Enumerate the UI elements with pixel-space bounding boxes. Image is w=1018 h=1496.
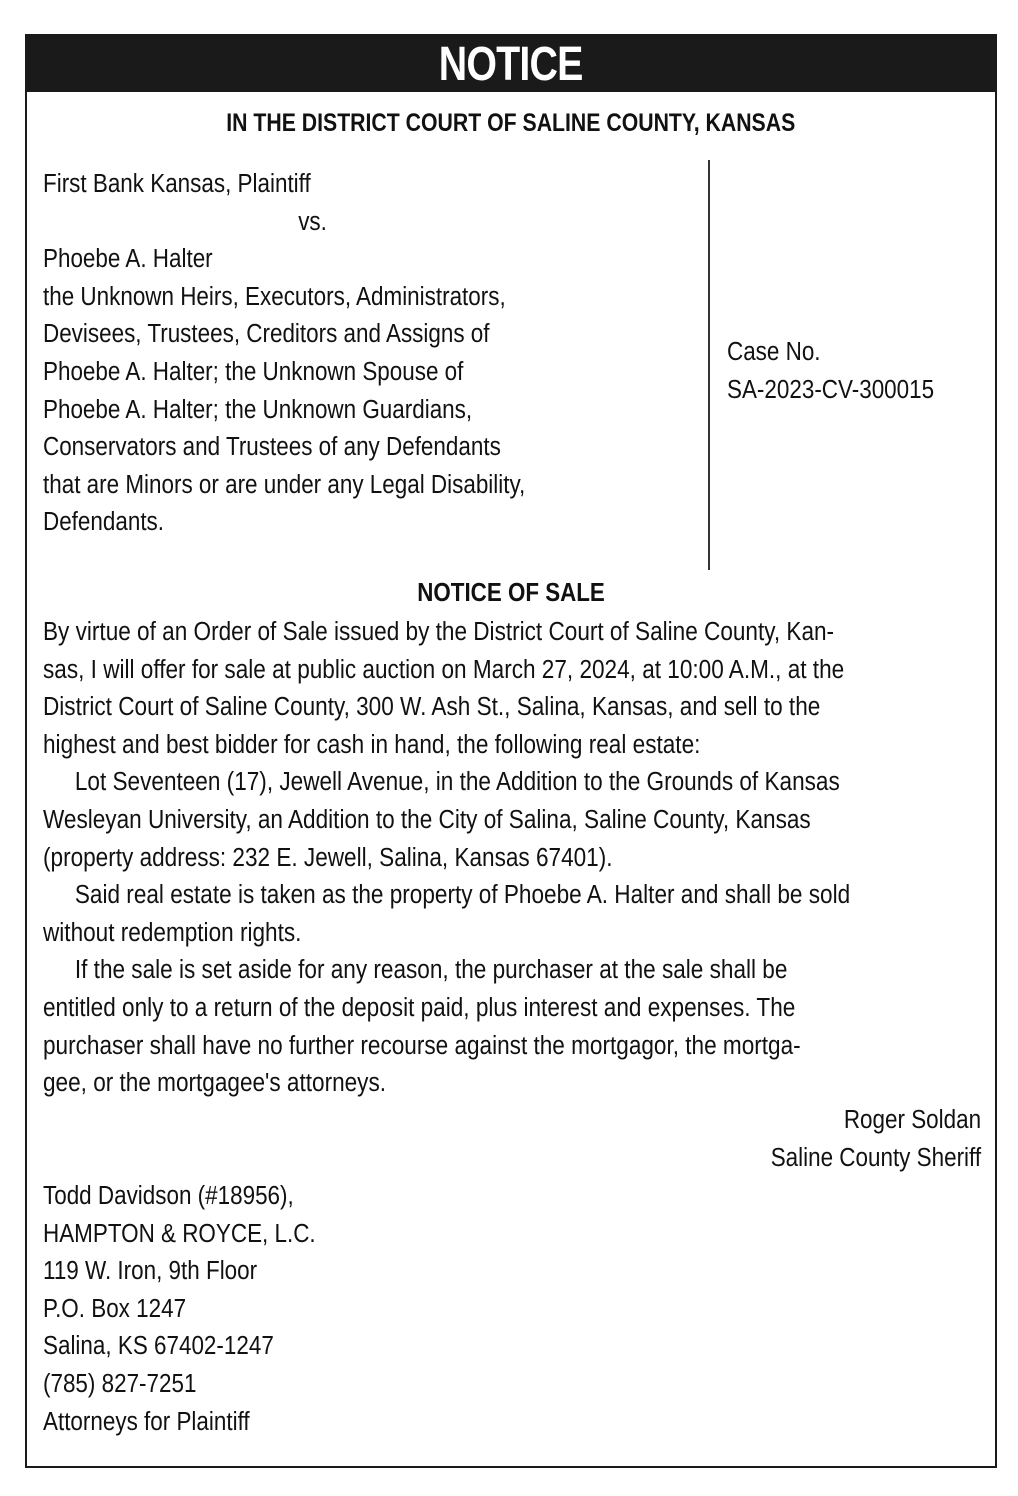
notice-of-sale-heading [27,576,995,608]
defendant-line: Devisees, Trustees, Creditors and Assigns of [43,320,490,349]
sheriff-title: Saline County Sheriff [770,1143,981,1172]
court-heading [27,108,995,138]
sheriff-name: Roger Soldan [843,1106,981,1134]
defendant-line: that are Minors or are under any Legal Disability, [43,470,526,499]
body-line: District Court of Saline County, 300 W. Ash St., Salina, Kansas, and sell to the [43,693,821,722]
attorney-line: HAMPTON & ROYCE, L.C. [43,1219,316,1248]
defendant-line: Defendants. [43,508,165,537]
attorney-line: 119 W. Iron, 9th Floor [43,1257,258,1286]
attorney-line: Salina, KS 67402-1247 [43,1332,274,1361]
caption-divider [708,160,710,570]
body-line: Lot Seventeen (17), Jewell Avenue, in the Addition to the Grounds of Kansas [74,768,840,797]
attorney-line: (785) 827-7251 [43,1369,197,1398]
notice-title: NOTICE [439,38,583,91]
body-line: By virtue of an Order of Sale issued by the District Court of Saline County, Kan- [43,618,835,646]
body-line: (property address: 232 E. Jewell, Salina, Kansas 67401). [43,843,613,872]
attorney-line: Attorneys for Plaintiff [43,1407,250,1436]
case-number-label: Case No. [727,338,821,366]
versus-line: vs. [298,207,327,236]
court-heading-text: IN THE DISTRICT COURT OF SALINE COUNTY, KANSAS [226,109,796,137]
body-line: entitled only to a return of the deposit paid, plus interest and expenses. The [43,993,796,1022]
defendant-line: Phoebe A. Halter; the Unknown Guardians, [43,395,473,424]
case-number: SA-2023-CV-300015 [727,375,935,404]
plaintiff-line: First Bank Kansas, Plaintiff [43,170,311,198]
legal-notice [25,34,997,1468]
sheriff-signature-block [742,1102,981,1177]
defendant-line: Phoebe A. Halter; the Unknown Spouse of [43,357,464,386]
defendant-line: Phoebe A. Halter [43,245,213,274]
notice-of-sale-heading-text: NOTICE OF SALE [417,577,605,607]
notice-of-sale-body [43,614,983,1103]
notice-banner [27,36,995,92]
body-line: If the sale is set aside for any reason, the purchaser at the sale shall be [74,956,788,985]
body-line: purchaser shall have no further recourse against the mortgagor, the mortga- [43,1031,801,1060]
body-line: without redemption rights. [43,918,302,947]
attorney-block [43,1178,353,1441]
case-caption-parties [43,166,703,542]
attorney-line: P.O. Box 1247 [43,1294,187,1323]
body-line: gee, or the mortgagee's attorneys. [43,1069,387,1098]
defendant-line: the Unknown Heirs, Executors, Administrators, [43,282,506,311]
attorney-line: Todd Davidson (#18956), [43,1182,294,1210]
defendant-line: Conservators and Trustees of any Defendants [43,433,501,462]
body-line: Wesleyan University, an Addition to the City of Salina, Saline County, Kansas [43,805,811,834]
case-number-box [727,334,962,409]
body-line: Said real estate is taken as the property of Phoebe A. Halter and shall be sold [74,881,851,910]
body-line: highest and best bidder for cash in hand, the following real estate: [43,730,701,759]
body-line: sas, I will offer for sale at public auction on March 27, 2024, at 10:00 A.M., at the [43,655,845,684]
